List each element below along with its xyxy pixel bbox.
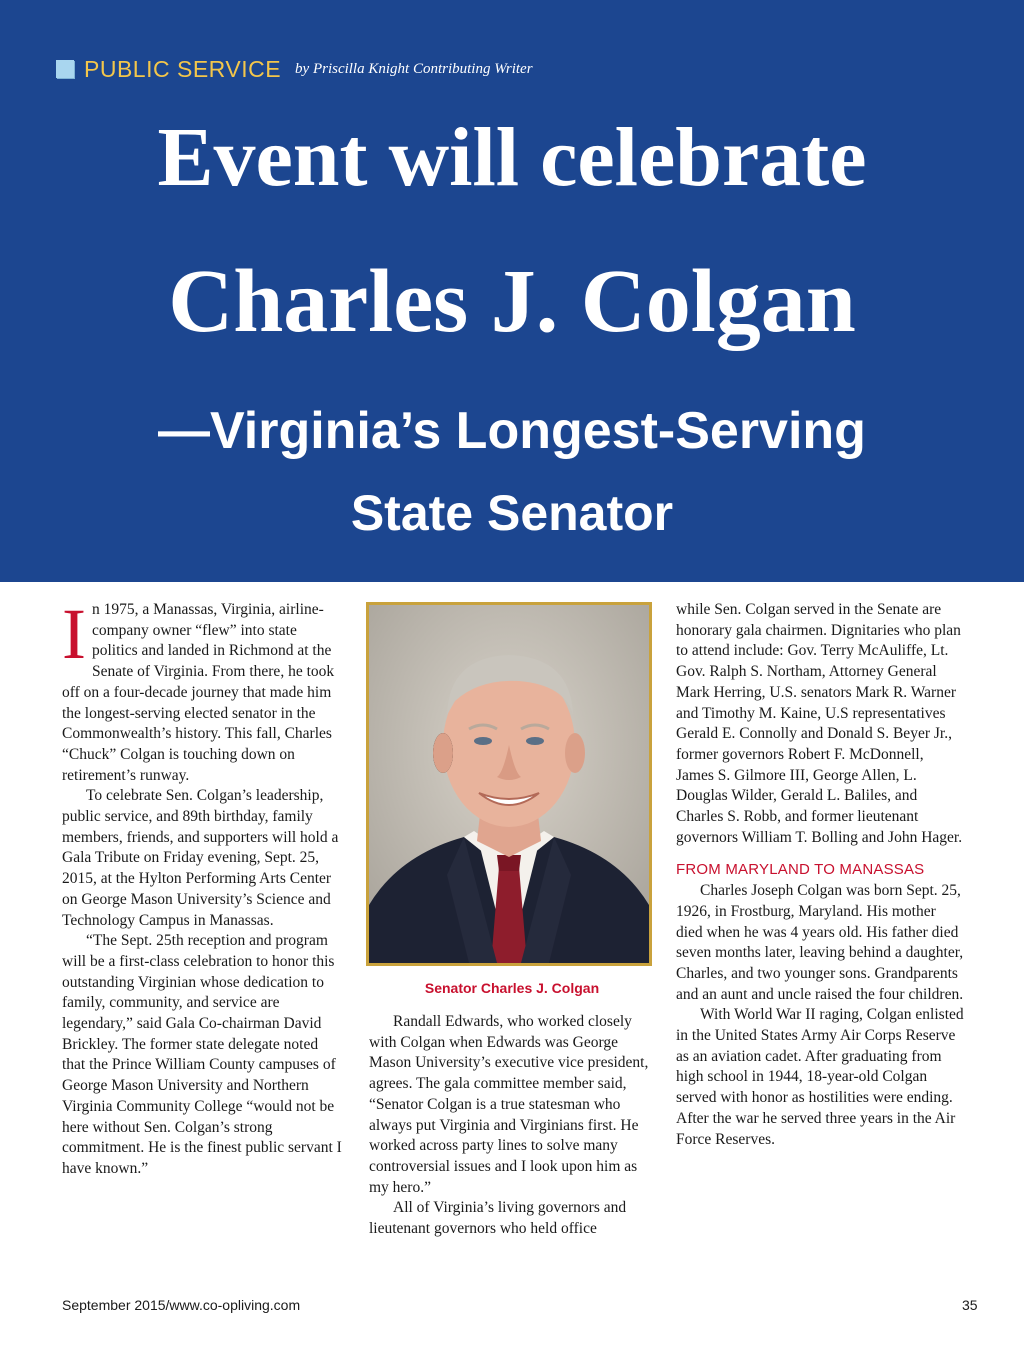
paragraph: All of Virginia’s living governors and lieutenant governors who held office: [369, 1199, 627, 1238]
headline-line-4: State Senator: [350, 485, 674, 541]
section-subhead: FROM MARYLAND TO MANASSAS: [676, 861, 925, 879]
footer-issue: September 2015/www.co-opliving.com: [62, 1297, 301, 1313]
paragraph: Charles Joseph Colgan was born Sept. 25, 1926, in Frostburg, Maryland. His mother died when he was 4 years old. His father died seven months later, leaving behind a daughter, Charles, and two younger sons. Grandparents and an aunt and uncle raised the four children.: [676, 882, 964, 1003]
paragraph: With World War II raging, Colgan enlisted in the United States Army Air Corps Reserve as an aviation cadet. After graduating from high school in 1944, 18-year-old Colgan served with honor as hostilities were ending. After the war he served three years in the Air Force Reserves.: [676, 1006, 964, 1148]
paragraph: [62, 594, 342, 786]
paragraph: “The Sept. 25th reception and program will be a first-class celebration to honor this outstanding Virginian whose dedication to family, community, and service are legendary,” said Gala Co-chairman David Brickley. The former state delegate noted that the Prince William County campuses of George Mason University and Northern Virginia Community College “would not be here without Sen. Colgan’s strong commitment. He is the finest public servant I have known.”: [62, 932, 342, 1177]
headline-line-3: —Virginia’s Longest-Serving: [158, 402, 866, 460]
headline-line-1: Event will celebrate: [157, 111, 867, 204]
section-label: PUBLIC SERVICE: [84, 55, 282, 82]
byline: by Priscilla Knight Contributing Writer: [295, 60, 533, 77]
senator-photo: [366, 602, 652, 966]
article-column-1: [62, 594, 342, 1180]
header-banner: [0, 0, 1024, 582]
photo-caption: Senator Charles J. Colgan: [424, 980, 600, 996]
section-square-icon: [56, 60, 74, 78]
article-column-2: [369, 1012, 657, 1240]
paragraph: To celebrate Sen. Colgan’s leadership, public service, and 89th birthday, family members, friends, and supporters will hold a Gala Tribute on Friday evening, Sept. 25, 2015, at the Hylton Performing Arts Center on George Mason University’s Science and Technology Campus in Manassas.: [62, 787, 339, 929]
drop-cap: I: [62, 594, 86, 674]
article-column-3: [676, 600, 964, 1150]
portrait-illustration: [369, 605, 649, 963]
kicker: [56, 56, 533, 82]
paragraph: Randall Edwards, who worked closely with Colgan when Edwards was George Mason University’s executive vice president, agrees. The gala committee member said, “Senator Colgan is a true statesman who always put Virginia and Virginians first. He worked across party lines to solve many controversial issues and I look upon him as my hero.”: [369, 1013, 649, 1196]
paragraph-text: n 1975, a Manassas, Virginia, airline-company owner “flew” into state politics and landed in Richmond at the Senate of Virginia. From there, he took off on a four-decade journey that made him the longest-serving elected senator in the Commonwealth’s history. This fall, Charles “Chuck” Colgan is touching down on retirement’s runway.: [62, 601, 335, 784]
paragraph: while Sen. Colgan served in the Senate are honorary gala chairmen. Dignitaries who plan to attend include: Gov. Terry McAuliffe, Lt. Gov. Ralph S. Northam, Attorney General Mark Herring, U.S. senators Mark R. Warner and Timothy M. Kaine, U.S representatives Gerald E. Connolly and Donald S. Beyer Jr., former governors Robert F. McDonnell, James S. Gilmore III, George Allen, L. Douglas Wilder, Gerald L. Baliles, and Charles S. Robb, and former lieutenant governors William T. Bolling and John Hager.: [676, 601, 963, 846]
page-number: 35: [962, 1297, 978, 1313]
headline-line-2: Charles J. Colgan: [168, 252, 856, 351]
